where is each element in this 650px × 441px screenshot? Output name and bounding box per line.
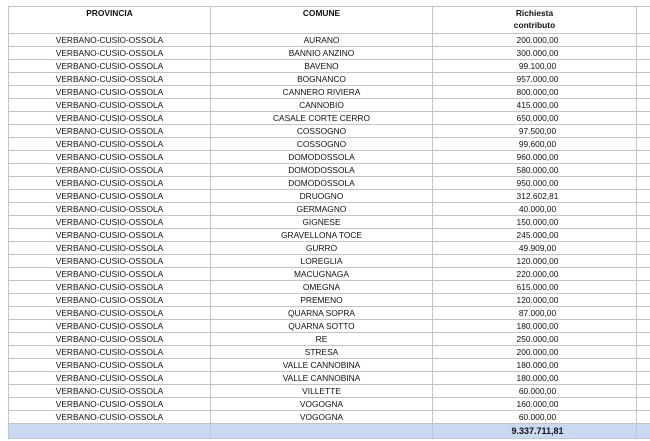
- cell-provincia: VERBANO-CUSIO-OSSOLA: [9, 411, 211, 424]
- total-blank-3: [637, 424, 650, 439]
- table-row: [9, 164, 650, 177]
- cell-empty: [637, 125, 650, 138]
- cell-comune: VALLE CANNOBINA: [211, 372, 433, 385]
- cell-comune: COSSOGNO: [211, 138, 433, 151]
- cell-provincia: VERBANO-CUSIO-OSSOLA: [9, 151, 211, 164]
- table-row: [9, 151, 650, 164]
- table-row: [9, 242, 650, 255]
- table-row: [9, 60, 650, 73]
- cell-richiesta-contributo: 150.000,00: [433, 216, 637, 229]
- cell-richiesta-contributo: 800.000,00: [433, 86, 637, 99]
- cell-richiesta-contributo: 87.000,00: [433, 307, 637, 320]
- cell-comune: OMEGNA: [211, 281, 433, 294]
- cell-empty: [637, 86, 650, 99]
- table-row: [9, 190, 650, 203]
- table-row: [9, 229, 650, 242]
- cell-empty: [637, 138, 650, 151]
- table-row: [9, 281, 650, 294]
- cell-empty: [637, 281, 650, 294]
- cell-provincia: VERBANO-CUSIO-OSSOLA: [9, 307, 211, 320]
- cell-comune: COSSOGNO: [211, 125, 433, 138]
- cell-empty: [637, 385, 650, 398]
- cell-provincia: VERBANO-CUSIO-OSSOLA: [9, 229, 211, 242]
- cell-richiesta-contributo: 300.000,00: [433, 47, 637, 60]
- cell-richiesta-contributo: 615.000,00: [433, 281, 637, 294]
- cell-richiesta-contributo: 960.000,00: [433, 151, 637, 164]
- cell-richiesta-contributo: 99.100,00: [433, 60, 637, 73]
- cell-comune: CASALE CORTE CERRO: [211, 112, 433, 125]
- table-row: [9, 216, 650, 229]
- cell-provincia: VERBANO-CUSIO-OSSOLA: [9, 125, 211, 138]
- cell-provincia: VERBANO-CUSIO-OSSOLA: [9, 216, 211, 229]
- cell-provincia: VERBANO-CUSIO-OSSOLA: [9, 203, 211, 216]
- table-row: [9, 268, 650, 281]
- cell-comune: QUARNA SOPRA: [211, 307, 433, 320]
- cell-richiesta-contributo: 180.000,00: [433, 320, 637, 333]
- table-row: [9, 307, 650, 320]
- table-row: [9, 385, 650, 398]
- cell-provincia: VERBANO-CUSIO-OSSOLA: [9, 398, 211, 411]
- table-row: [9, 34, 650, 47]
- cell-comune: STRESA: [211, 346, 433, 359]
- cell-richiesta-contributo: 60.000,00: [433, 411, 637, 424]
- cell-empty: [637, 411, 650, 424]
- table-row: [9, 398, 650, 411]
- cell-richiesta-contributo: 650.000,00: [433, 112, 637, 125]
- cell-richiesta-contributo: 200.000,00: [433, 346, 637, 359]
- cell-empty: [637, 47, 650, 60]
- cell-comune: DOMODOSSOLA: [211, 164, 433, 177]
- table-row: [9, 320, 650, 333]
- total-blank-1: [9, 424, 211, 439]
- cell-richiesta-contributo: 580.000,00: [433, 164, 637, 177]
- cell-empty: [637, 255, 650, 268]
- table-row: [9, 359, 650, 372]
- total-row: [9, 424, 650, 439]
- cell-provincia: VERBANO-CUSIO-OSSOLA: [9, 255, 211, 268]
- cell-empty: [637, 112, 650, 125]
- cell-provincia: VERBANO-CUSIO-OSSOLA: [9, 99, 211, 112]
- cell-empty: [637, 177, 650, 190]
- cell-comune: GIGNESE: [211, 216, 433, 229]
- cell-comune: PREMENO: [211, 294, 433, 307]
- header-richiesta-line2: contributo: [513, 20, 556, 30]
- table-row: [9, 177, 650, 190]
- cell-provincia: VERBANO-CUSIO-OSSOLA: [9, 138, 211, 151]
- cell-richiesta-contributo: 250.000,00: [433, 333, 637, 346]
- table-row: [9, 86, 650, 99]
- cell-comune: AURANO: [211, 34, 433, 47]
- cell-provincia: VERBANO-CUSIO-OSSOLA: [9, 372, 211, 385]
- table-row: [9, 125, 650, 138]
- cell-richiesta-contributo: 312.602,81: [433, 190, 637, 203]
- cell-provincia: VERBANO-CUSIO-OSSOLA: [9, 359, 211, 372]
- cell-empty: [637, 164, 650, 177]
- cell-empty: [637, 151, 650, 164]
- cell-richiesta-contributo: 220.000,00: [433, 268, 637, 281]
- cell-provincia: VERBANO-CUSIO-OSSOLA: [9, 346, 211, 359]
- cell-empty: [637, 268, 650, 281]
- cell-empty: [637, 216, 650, 229]
- table-row: [9, 255, 650, 268]
- table-row: [9, 112, 650, 125]
- cell-provincia: VERBANO-CUSIO-OSSOLA: [9, 242, 211, 255]
- cell-provincia: VERBANO-CUSIO-OSSOLA: [9, 320, 211, 333]
- cell-richiesta-contributo: 957.000,00: [433, 73, 637, 86]
- header-row: [9, 7, 650, 34]
- cell-comune: QUARNA SOTTO: [211, 320, 433, 333]
- cell-comune: MACUGNAGA: [211, 268, 433, 281]
- cell-richiesta-contributo: 245.000,00: [433, 229, 637, 242]
- header-richiesta-contributo: [433, 7, 637, 34]
- cell-empty: [637, 398, 650, 411]
- cell-empty: [637, 307, 650, 320]
- cell-comune: VOGOGNA: [211, 411, 433, 424]
- header-comune: COMUNE: [211, 7, 433, 34]
- cell-richiesta-contributo: 99.600,00: [433, 138, 637, 151]
- cell-provincia: VERBANO-CUSIO-OSSOLA: [9, 73, 211, 86]
- cell-richiesta-contributo: 950.000,00: [433, 177, 637, 190]
- total-value: 9.337.711,81: [433, 424, 637, 439]
- cell-comune: VALLE CANNOBINA: [211, 359, 433, 372]
- cell-comune: GRAVELLONA TOCE: [211, 229, 433, 242]
- cell-empty: [637, 60, 650, 73]
- cell-empty: [637, 359, 650, 372]
- cell-richiesta-contributo: 120.000,00: [433, 294, 637, 307]
- table-row: [9, 333, 650, 346]
- cell-empty: [637, 346, 650, 359]
- cell-comune: DRUOGNO: [211, 190, 433, 203]
- cell-provincia: VERBANO-CUSIO-OSSOLA: [9, 177, 211, 190]
- cell-provincia: VERBANO-CUSIO-OSSOLA: [9, 60, 211, 73]
- cell-richiesta-contributo: 180.000,00: [433, 359, 637, 372]
- cell-richiesta-contributo: 60.000,00: [433, 385, 637, 398]
- cell-comune: CANNERO RIVIERA: [211, 86, 433, 99]
- cell-richiesta-contributo: 120.000,00: [433, 255, 637, 268]
- cell-provincia: VERBANO-CUSIO-OSSOLA: [9, 47, 211, 60]
- table-row: [9, 203, 650, 216]
- header-richiesta-line1: Richiesta: [515, 8, 554, 18]
- cell-comune: DOMODOSSOLA: [211, 177, 433, 190]
- cell-provincia: VERBANO-CUSIO-OSSOLA: [9, 268, 211, 281]
- cell-comune: VILLETTE: [211, 385, 433, 398]
- cell-comune: BANNIO ANZINO: [211, 47, 433, 60]
- cell-provincia: VERBANO-CUSIO-OSSOLA: [9, 112, 211, 125]
- cell-comune: BOGNANCO: [211, 73, 433, 86]
- total-blank-2: [211, 424, 433, 439]
- cell-provincia: VERBANO-CUSIO-OSSOLA: [9, 190, 211, 203]
- cell-empty: [637, 99, 650, 112]
- cell-empty: [637, 203, 650, 216]
- cell-comune: CANNOBIO: [211, 99, 433, 112]
- cell-empty: [637, 294, 650, 307]
- cell-provincia: VERBANO-CUSIO-OSSOLA: [9, 385, 211, 398]
- cell-empty: [637, 73, 650, 86]
- cell-empty: [637, 320, 650, 333]
- cell-comune: LOREGLIA: [211, 255, 433, 268]
- cell-empty: [637, 34, 650, 47]
- cell-richiesta-contributo: 160.000,00: [433, 398, 637, 411]
- cell-provincia: VERBANO-CUSIO-OSSOLA: [9, 333, 211, 346]
- table-row: [9, 411, 650, 424]
- table-row: [9, 372, 650, 385]
- cell-provincia: VERBANO-CUSIO-OSSOLA: [9, 86, 211, 99]
- cell-provincia: VERBANO-CUSIO-OSSOLA: [9, 164, 211, 177]
- table-row: [9, 346, 650, 359]
- table-row: [9, 73, 650, 86]
- table-row: [9, 138, 650, 151]
- table-row: [9, 99, 650, 112]
- cell-empty: [637, 242, 650, 255]
- cell-empty: [637, 229, 650, 242]
- cell-comune: GURRO: [211, 242, 433, 255]
- cell-empty: [637, 190, 650, 203]
- cell-provincia: VERBANO-CUSIO-OSSOLA: [9, 34, 211, 47]
- cell-richiesta-contributo: 200.000,00: [433, 34, 637, 47]
- cell-richiesta-contributo: 180.000,00: [433, 372, 637, 385]
- cell-richiesta-contributo: 97.500,00: [433, 125, 637, 138]
- cell-provincia: VERBANO-CUSIO-OSSOLA: [9, 294, 211, 307]
- contributi-table: [8, 6, 650, 439]
- table-row: [9, 47, 650, 60]
- cell-empty: [637, 333, 650, 346]
- header-empty: [637, 7, 650, 34]
- cell-richiesta-contributo: 415.000,00: [433, 99, 637, 112]
- cell-comune: BAVENO: [211, 60, 433, 73]
- cell-comune: GERMAGNO: [211, 203, 433, 216]
- cell-richiesta-contributo: 49.909,00: [433, 242, 637, 255]
- cell-comune: DOMODOSSOLA: [211, 151, 433, 164]
- cell-provincia: VERBANO-CUSIO-OSSOLA: [9, 281, 211, 294]
- cell-empty: [637, 372, 650, 385]
- cell-comune: RE: [211, 333, 433, 346]
- cell-richiesta-contributo: 40.000,00: [433, 203, 637, 216]
- table-row: [9, 294, 650, 307]
- header-provincia: PROVINCIA: [9, 7, 211, 34]
- cell-comune: VOGOGNA: [211, 398, 433, 411]
